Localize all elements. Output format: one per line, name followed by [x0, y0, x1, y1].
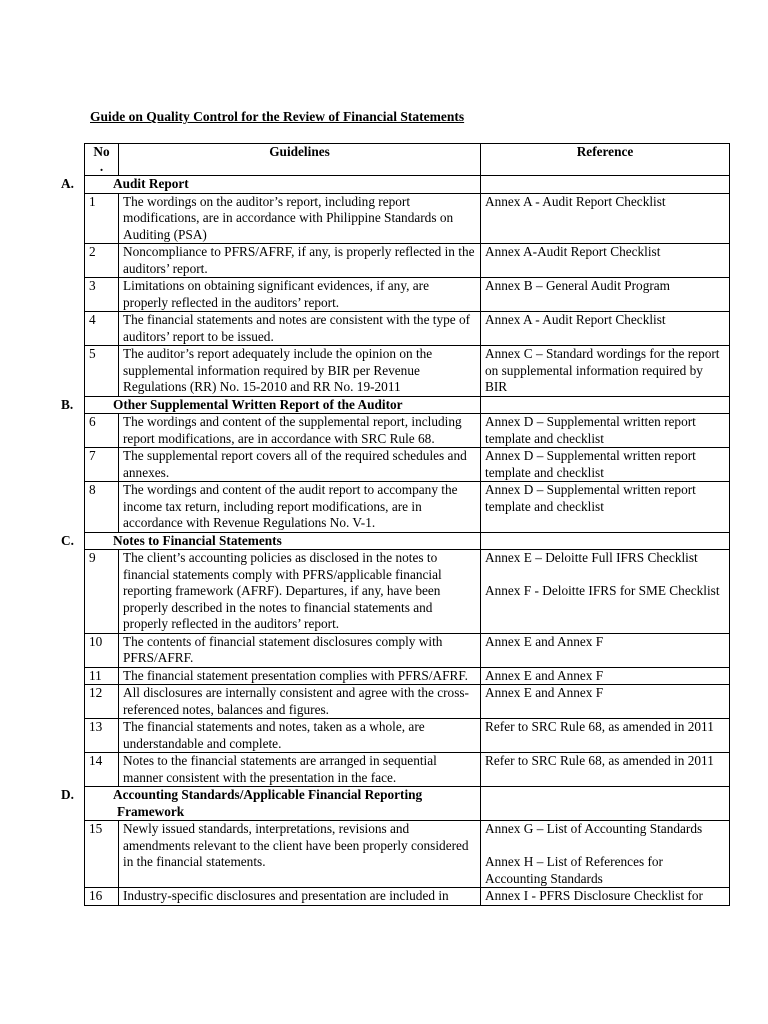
guideline-text: The contents of financial statement disclosures comply with PFRS/AFRF. [119, 633, 481, 667]
guideline-text: The client’s accounting policies as disclosed in the notes to financial statements comply with PFRS/applicable financial reporting framework (AFRF). Departures, if any, have been properly described in the notes to financial statements and properly reflected in the auditors’ report. [119, 550, 481, 634]
row-number: 10 [85, 633, 119, 667]
reference-cell [481, 312, 730, 346]
reference-text: Refer to SRC Rule 68, as amended in 2011 [485, 753, 714, 768]
guideline-text: Newly issued standards, interpretations, revisions and amendments relevant to the client have been properly considered in the financial statements. [119, 821, 481, 888]
row-number: 16 [85, 888, 119, 906]
header-no: No . [85, 144, 119, 176]
section-reference-cell [481, 176, 730, 194]
guideline-text: The auditor’s report adequately include the opinion on the supplemental information required by BIR per Revenue Regulations (RR) No. 15-2010 and RR No. 19-2011 [119, 346, 481, 397]
guideline-text: The financial statements and notes, taken as a whole, are understandable and complete. [119, 719, 481, 753]
table-row [85, 278, 730, 312]
section-title [61, 396, 481, 414]
guideline-text: The wordings and content of the audit report to accompany the income tax return, including report modifications, are in accordance with Revenue Regulations No. V-1. [119, 482, 481, 533]
reference-text: Annex D – Supplemental written report template and checklist [485, 482, 696, 514]
reference-text: Annex I - PFRS Disclosure Checklist for [485, 888, 703, 903]
section-letter: B. [61, 396, 74, 412]
section-title [61, 787, 481, 821]
guideline-text: Notes to the financial statements are arranged in sequential manner consistent with the presentation in the face. [119, 753, 481, 787]
reference-text: Annex D – Supplemental written report template and checklist [485, 414, 696, 446]
table-row [85, 719, 730, 753]
reference-text: Refer to SRC Rule 68, as amended in 2011 [485, 719, 714, 734]
section-reference-cell [481, 787, 730, 821]
guideline-text: The financial statement presentation complies with PFRS/AFRF. [119, 667, 481, 685]
table-row [85, 244, 730, 278]
section-title [61, 176, 481, 194]
table-row [85, 193, 730, 244]
reference-cell [481, 550, 730, 634]
reference-text: Annex H – List of References for Accounting Standards [485, 854, 663, 886]
guideline-text: The financial statements and notes are consistent with the type of auditors’ report to be issued. [119, 312, 481, 346]
section-row [85, 396, 730, 414]
section-letter: A. [61, 176, 74, 191]
row-number: 1 [85, 193, 119, 244]
reference-text: Annex A-Audit Report Checklist [485, 244, 661, 259]
section-reference-cell [481, 396, 730, 414]
reference-text: Annex B – General Audit Program [485, 278, 671, 293]
table-row [85, 667, 730, 685]
guidelines-table [61, 143, 730, 906]
table-row [85, 550, 730, 634]
row-number: 2 [85, 244, 119, 278]
reference-text: Annex E and Annex F [485, 633, 604, 649]
row-number: 9 [85, 550, 119, 634]
reference-cell [481, 685, 730, 719]
table-row [85, 482, 730, 533]
reference-text: Annex F - Deloitte IFRS for SME Checklist [485, 583, 720, 598]
table-row [85, 448, 730, 482]
section-title-text: Notes to Financial Statements [113, 532, 282, 548]
header-guidelines: Guidelines [119, 144, 481, 176]
reference-cell [481, 888, 730, 906]
reference-cell [481, 821, 730, 888]
guideline-text: All disclosures are internally consistent and agree with the cross-referenced notes, balances and figures. [119, 685, 481, 719]
table-header-row [85, 144, 730, 176]
guideline-text: The supplemental report covers all of the required schedules and annexes. [119, 448, 481, 482]
row-number: 7 [85, 448, 119, 482]
table-row [85, 685, 730, 719]
reference-cell [481, 278, 730, 312]
reference-cell [481, 753, 730, 787]
reference-cell [481, 346, 730, 397]
row-number: 6 [85, 414, 119, 448]
reference-text: Annex D – Supplemental written report template and checklist [485, 448, 696, 480]
guideline-text: The wordings on the auditor’s report, including report modifications, are in accordance with Philippine Standards on Auditing (PSA) [119, 193, 481, 244]
reference-text: Annex G – List of Accounting Standards [485, 821, 703, 836]
reference-text: Annex E and Annex F [485, 685, 604, 700]
row-number: 11 [85, 667, 119, 685]
row-number: 4 [85, 312, 119, 346]
table-row [85, 414, 730, 448]
row-number: 5 [85, 346, 119, 397]
header-reference: Reference [481, 144, 730, 176]
row-number: 13 [85, 719, 119, 753]
reference-cell [481, 193, 730, 244]
reference-text: Annex C – Standard wordings for the report on supplemental information required by BIR [485, 346, 720, 394]
section-title-text: Other Supplemental Written Report of the Auditor [113, 396, 403, 412]
reference-cell [481, 448, 730, 482]
section-row [85, 532, 730, 550]
guideline-text: Noncompliance to PFRS/AFRF, if any, is properly reflected in the auditors’ report. [119, 244, 481, 278]
document-title: Guide on Quality Control for the Review of Financial Statements [90, 109, 465, 124]
row-number: 3 [85, 278, 119, 312]
section-letter: C. [61, 532, 74, 548]
section-letter: D. [61, 787, 74, 802]
section-row [85, 787, 730, 821]
guideline-text: Limitations on obtaining significant evidences, if any, are properly reflected in the auditors’ report. [119, 278, 481, 312]
reference-text: Annex A - Audit Report Checklist [485, 193, 666, 209]
section-title-text: Accounting Standards/Applicable Financial Reporting Framework [113, 787, 423, 819]
section-title [61, 532, 481, 550]
reference-cell [481, 482, 730, 533]
reference-text: Annex E and Annex F [485, 667, 604, 683]
guideline-text: The wordings and content of the supplemental report, including report modifications, are in accordance with SRC Rule 68. [119, 414, 481, 448]
row-number: 14 [85, 753, 119, 787]
table-row [85, 821, 730, 888]
reference-cell [481, 633, 730, 667]
reference-cell [481, 414, 730, 448]
section-title-text: Audit Report [113, 176, 189, 191]
reference-text: Annex A - Audit Report Checklist [485, 312, 666, 327]
table-row [85, 312, 730, 346]
guideline-text: Industry-specific disclosures and presentation are included in [119, 888, 481, 906]
reference-cell [481, 719, 730, 753]
section-row [85, 176, 730, 194]
table-row [85, 346, 730, 397]
row-number: 8 [85, 482, 119, 533]
reference-cell [481, 244, 730, 278]
reference-text: Annex E – Deloitte Full IFRS Checklist [485, 550, 698, 565]
table-row [85, 888, 730, 906]
row-number: 12 [85, 685, 119, 719]
section-reference-cell [481, 532, 730, 550]
reference-cell [481, 667, 730, 685]
row-number: 15 [85, 821, 119, 888]
table-row [85, 633, 730, 667]
table-row [85, 753, 730, 787]
table-body [61, 176, 730, 906]
